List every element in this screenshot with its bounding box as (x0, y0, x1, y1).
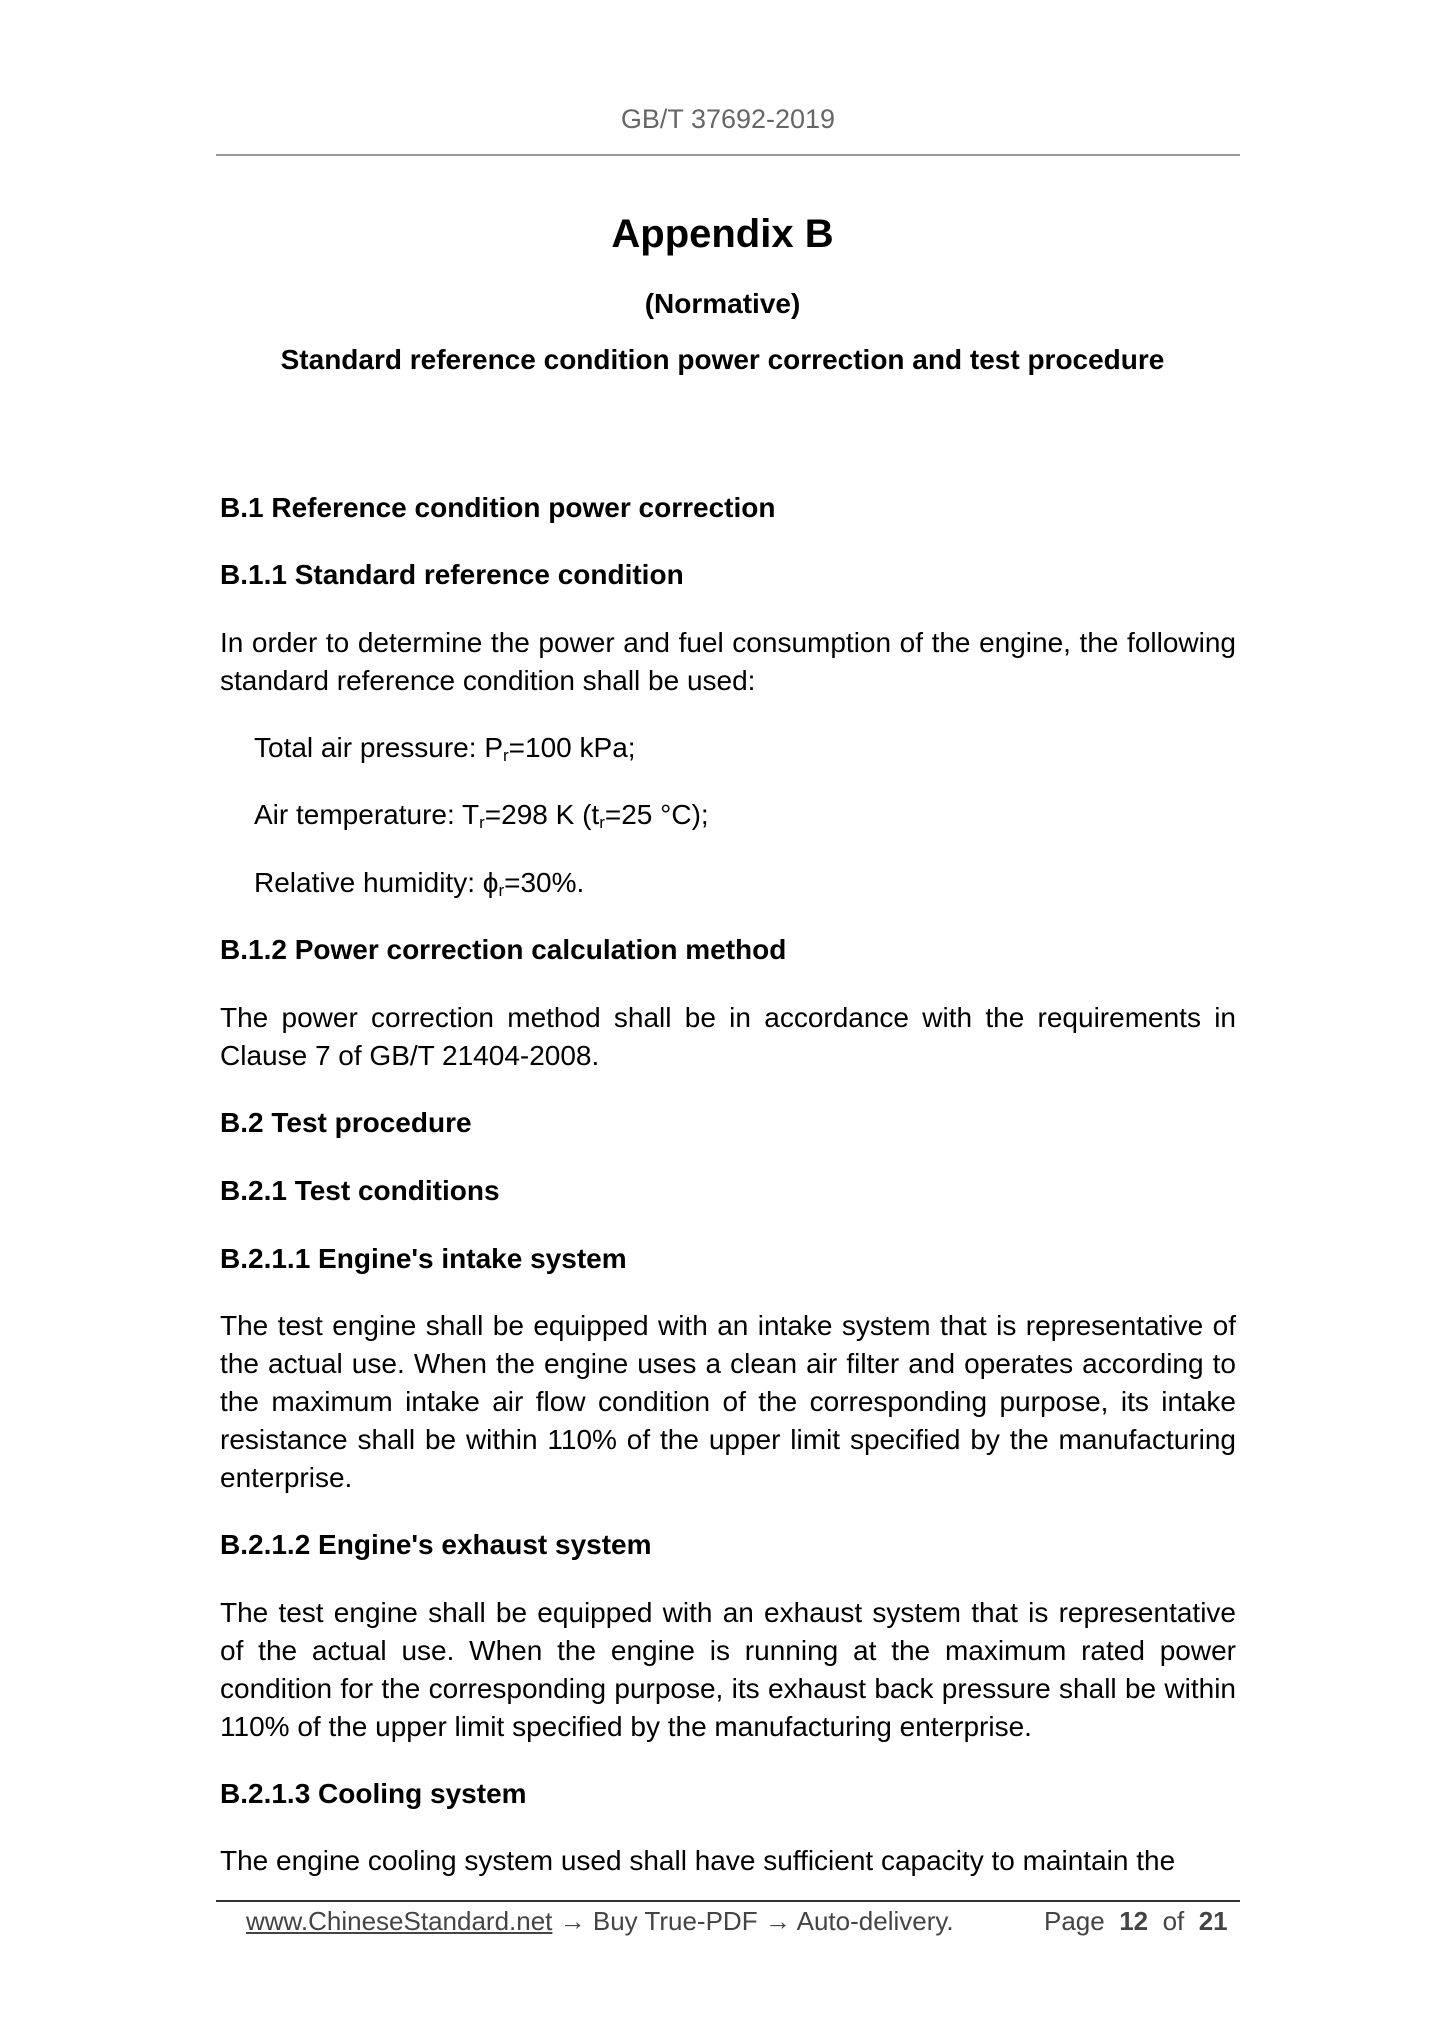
temperature-condition: Air temperature: $T_r=298$ K ($t_r=25$ °C); (254, 799, 709, 832)
arrow-icon: → (559, 1906, 586, 1936)
page-current: 12 (1119, 1906, 1149, 1936)
section-b211-text: The test engine shall be equipped with an intake system that is representative of the actual use. When the engine uses a clean air filter and operates according to the maximum intake air flow condition of the corresponding purpose, its intake resistance shall be within 110% of the upper limit specified by the manufacturing enterprise. (220, 1310, 1236, 1493)
footer-divider (216, 1900, 1240, 1902)
section-b1-heading: B.1 Reference condition power correction (220, 492, 776, 523)
auto-delivery-text: Auto-delivery. (796, 1906, 954, 1936)
footer-promo (246, 1906, 954, 1937)
section-b12-text: The power correction method shall be in accordance with the requirements in Clause 7 of GB/T 21404-2008. (220, 1002, 1236, 1071)
appendix-title: Appendix B (611, 212, 834, 256)
appendix-type: (Normative) (644, 288, 801, 319)
page-number (1044, 1906, 1228, 1937)
arrow-icon: → (764, 1906, 791, 1936)
section-b2-heading: B.2 Test procedure (220, 1107, 472, 1138)
appendix-heading: Standard reference condition power correction and test procedure (280, 344, 1165, 375)
section-b11-text: In order to determine the power and fuel consumption of the engine, the following standard reference condition shall be used: (220, 627, 1236, 696)
humidity-condition: Relative humidity: $\phi_r=30\%$. (254, 867, 585, 900)
section-b212-heading: B.2.1.2 Engine's exhaust system (220, 1529, 652, 1560)
header-divider (216, 154, 1240, 156)
page-label: Page (1044, 1906, 1105, 1936)
section-b11-heading: B.1.1 Standard reference condition (220, 559, 684, 590)
page-total: 21 (1198, 1906, 1228, 1936)
pressure-condition: Total air pressure: $P_r=100$ kPa; (254, 732, 636, 765)
buy-pdf-text: Buy True-PDF (592, 1906, 758, 1936)
website-link[interactable]: www.ChineseStandard.net (246, 1906, 553, 1936)
section-b212-text: The test engine shall be equipped with an exhaust system that is representative of the actual use. When the engine is running at the maximum rated power condition for the corresponding purpose, its exhaust back pressure shall be within 110% of the upper limit specified by the manufacturing enterprise. (220, 1597, 1236, 1742)
page-header: GB/T 37692-2019 (620, 104, 836, 134)
section-b213-text: The engine cooling system used shall have sufficient capacity to maintain the (220, 1845, 1176, 1876)
section-b12-heading: B.1.2 Power correction calculation method (220, 934, 787, 965)
of-label: of (1162, 1906, 1185, 1936)
section-b211-heading: B.2.1.1 Engine's intake system (220, 1243, 627, 1274)
section-b21-heading: B.2.1 Test conditions (220, 1175, 500, 1206)
section-b213-heading: B.2.1.3 Cooling system (220, 1778, 527, 1809)
